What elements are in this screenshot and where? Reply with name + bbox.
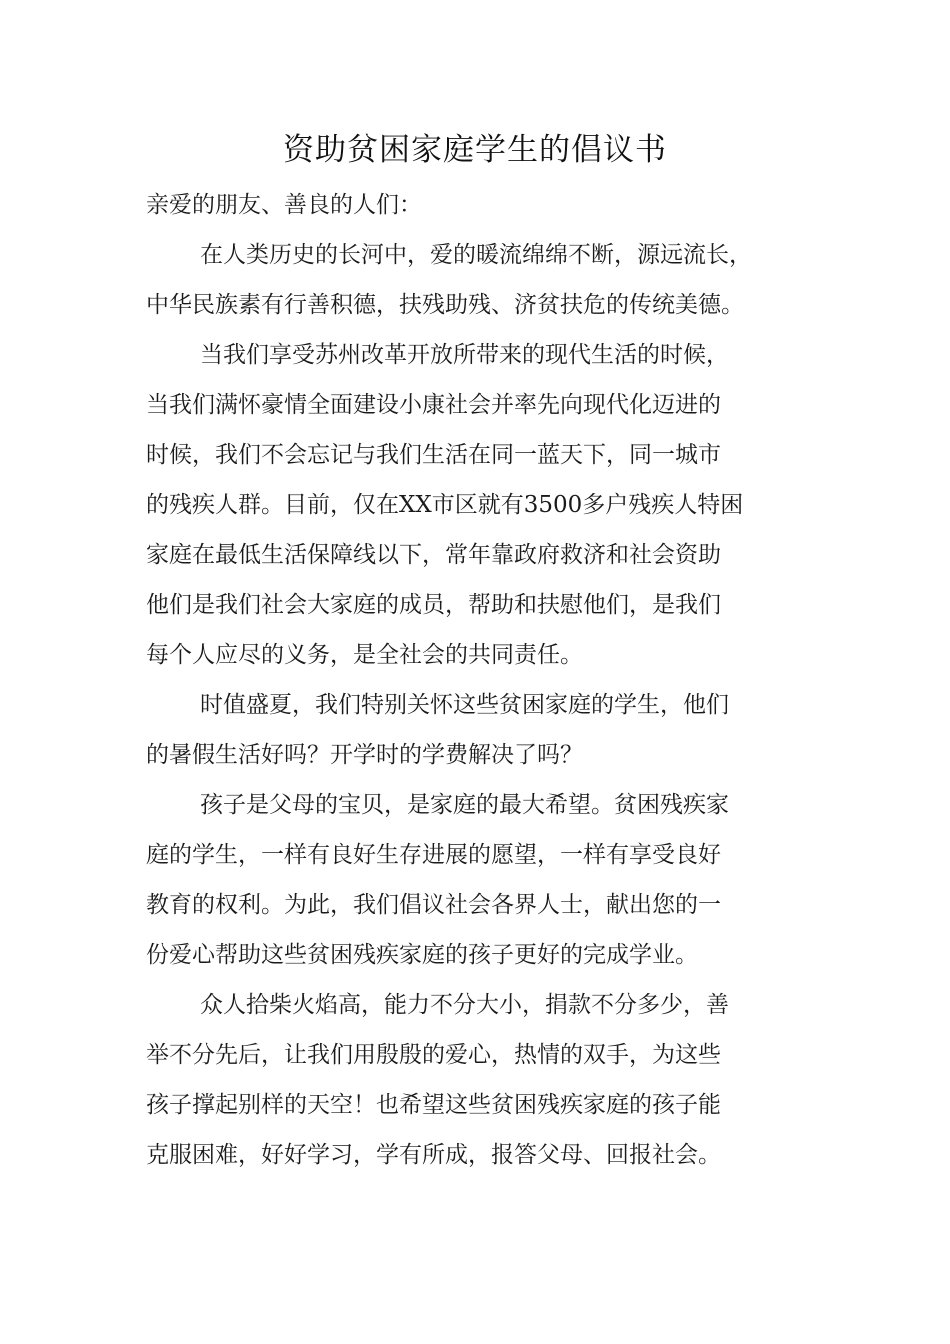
text-line: 份爱心帮助这些贫困残疾家庭的孩子更好的完成学业。 — [146, 942, 698, 968]
text-line: 孩子是父母的宝贝，是家庭的最大希望。贫困残疾家 — [200, 792, 729, 818]
text-line: 教育的权利。为此，我们倡议社会各界人士，献出您的一 — [146, 892, 721, 918]
text-line: 的残疾人群。目前，仅在XX市区就有3500多户残疾人特困 — [146, 492, 744, 518]
text-line: 众人拾柴火焰高，能力不分大小，捐款不分多少，善 — [200, 992, 729, 1018]
text-line: 孩子撑起别样的天空！也希望这些贫困残疾家庭的孩子能 — [146, 1092, 721, 1118]
text-line: 在人类历史的长河中，爱的暖流绵绵不断，源远流长， — [200, 242, 752, 268]
text-line: 克服困难，好好学习，学有所成，报答父母、回报社会。 — [146, 1142, 721, 1168]
text-line: 时值盛夏，我们特别关怀这些贫困家庭的学生，他们 — [200, 692, 729, 718]
document-title: 资助贫困家庭学生的倡议书 — [283, 132, 667, 168]
text-line: 举不分先后，让我们用殷殷的爱心，热情的双手，为这些 — [146, 1042, 721, 1068]
document-body — [146, 180, 814, 1180]
text-line: 的暑假生活好吗？开学时的学费解决了吗？ — [146, 742, 583, 768]
text-line: 他们是我们社会大家庭的成员，帮助和扶慰他们，是我们 — [146, 592, 721, 618]
text-line: 家庭在最低生活保障线以下，常年靠政府救济和社会资助 — [146, 542, 721, 568]
text-line: 当我们享受苏州改革开放所带来的现代生活的时候， — [200, 342, 729, 368]
text-line: 每个人应尽的义务，是全社会的共同责任。 — [146, 642, 583, 668]
text-line: 当我们满怀豪情全面建设小康社会并率先向现代化迈进的 — [146, 392, 721, 418]
text-line: 时候，我们不会忘记与我们生活在同一蓝天下，同一城市 — [146, 442, 721, 468]
text-line: 中华民族素有行善积德，扶残助残、济贫扶危的传统美德。 — [146, 292, 744, 318]
text-line: 亲爱的朋友、善良的人们： — [146, 192, 422, 218]
text-line: 庭的学生，一样有良好生存进展的愿望，一样有享受良好 — [146, 842, 721, 868]
